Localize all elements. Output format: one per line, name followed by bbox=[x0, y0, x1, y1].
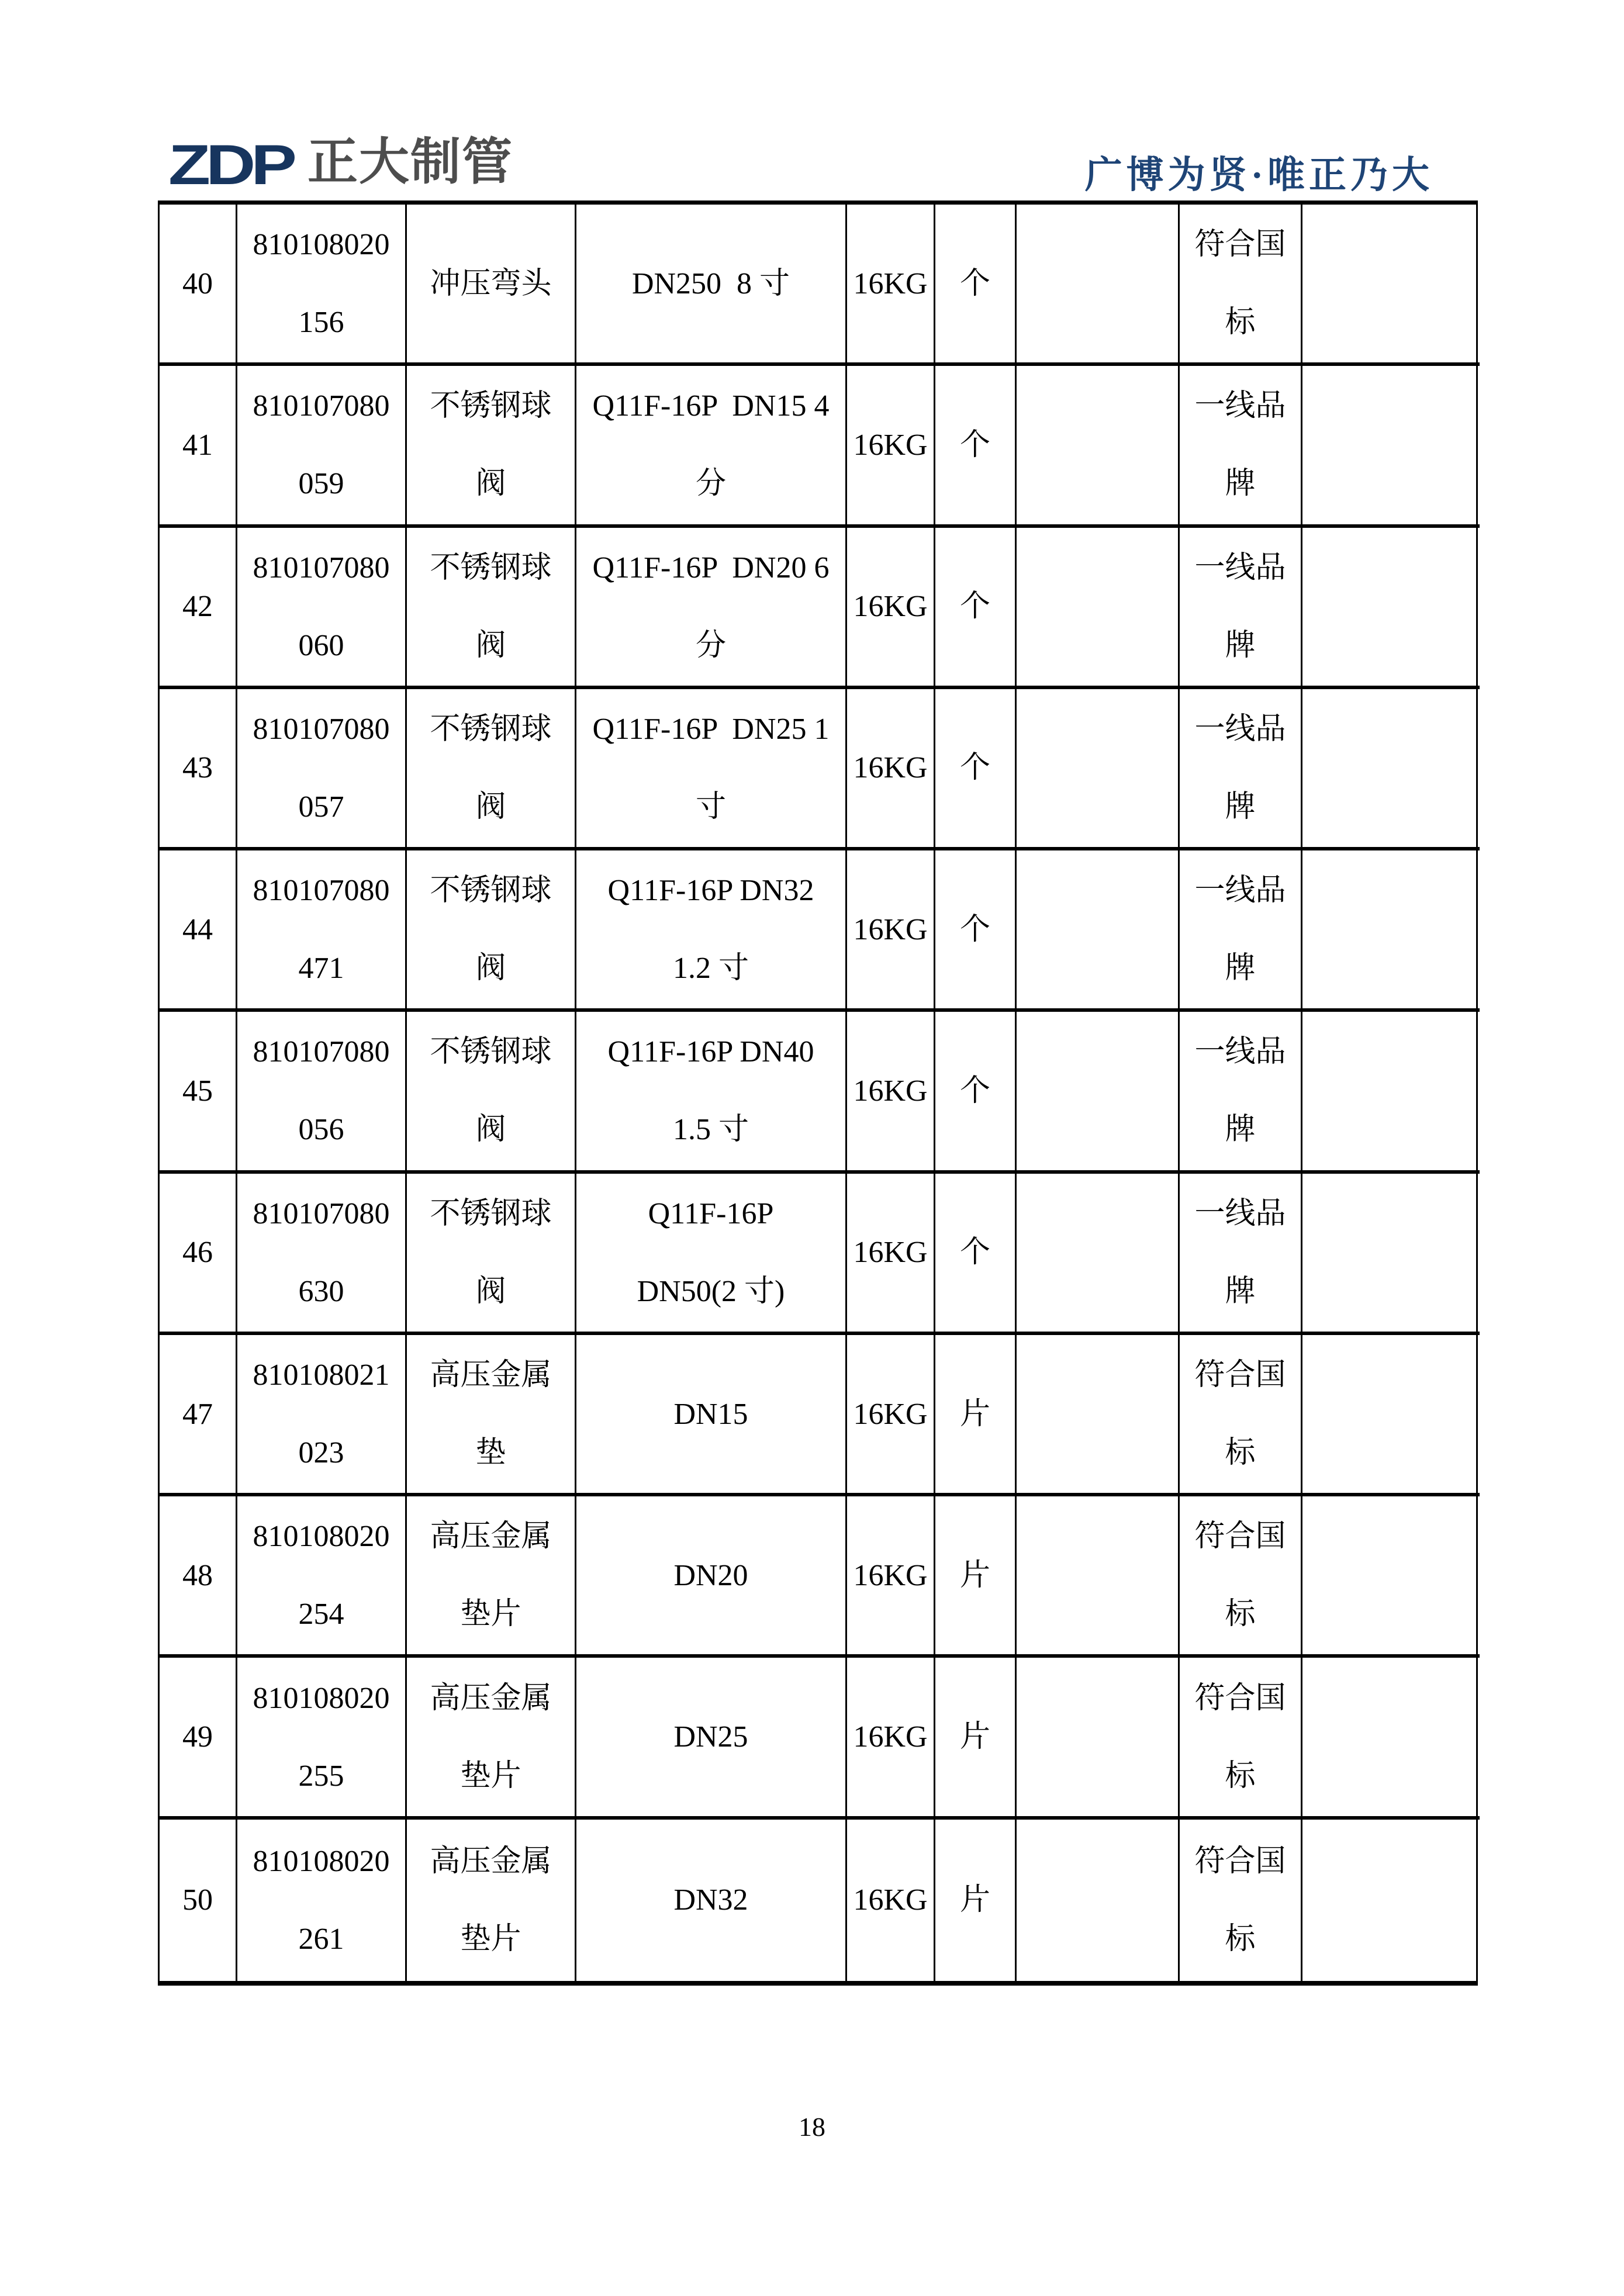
spec-cell bbox=[576, 205, 847, 366]
pressure-cell-text: 16KG bbox=[853, 590, 928, 624]
unit-cell bbox=[935, 689, 1017, 850]
spec-cell-text: DN20 bbox=[673, 1558, 748, 1592]
remark-cell bbox=[1180, 1335, 1302, 1496]
row-number-cell-text: 46 bbox=[182, 1236, 213, 1270]
unit-cell bbox=[935, 366, 1017, 527]
row-number-cell-text: 44 bbox=[182, 912, 213, 946]
product-name-cell bbox=[407, 1820, 576, 1981]
remark-cell-text: 符合国 bbox=[1194, 1681, 1286, 1715]
spec-cell bbox=[576, 1335, 847, 1496]
page-header bbox=[0, 0, 1624, 199]
remark-cell-text: 牌 bbox=[1225, 628, 1256, 662]
product-name-cell bbox=[407, 366, 576, 527]
product-name-cell-text: 垫 bbox=[475, 1436, 506, 1470]
spec-cell bbox=[576, 1820, 847, 1981]
product-name-cell bbox=[407, 528, 576, 689]
remark-cell-text: 一线品 bbox=[1194, 712, 1286, 746]
material-code-cell-text: 810107080 bbox=[253, 389, 390, 423]
row-number-cell bbox=[160, 1658, 237, 1819]
material-code-cell-text: 261 bbox=[298, 1922, 344, 1956]
remark-cell-text: 标 bbox=[1225, 1436, 1256, 1470]
material-code-cell-text: 810107080 bbox=[253, 1197, 390, 1230]
unit-cell-text: 个 bbox=[959, 428, 990, 462]
spec-cell-text: Q11F-16P DN40 bbox=[607, 1035, 814, 1069]
note-cell bbox=[1302, 1174, 1480, 1335]
row-number-cell-text: 41 bbox=[182, 428, 213, 462]
pressure-cell bbox=[847, 850, 935, 1012]
unit-cell bbox=[935, 1335, 1017, 1496]
pressure-cell-text: 16KG bbox=[853, 751, 928, 785]
unit-cell-text: 个 bbox=[959, 751, 990, 785]
remark-cell-text: 符合国 bbox=[1194, 1520, 1286, 1554]
material-code-cell-text: 254 bbox=[298, 1597, 344, 1631]
unit-cell bbox=[935, 528, 1017, 689]
remark-cell bbox=[1180, 205, 1302, 366]
material-code-cell-text: 810108020 bbox=[253, 228, 390, 262]
remark-cell-text: 一线品 bbox=[1194, 1035, 1286, 1069]
pressure-cell bbox=[847, 1012, 935, 1173]
spec-cell-text: DN15 bbox=[673, 1397, 748, 1431]
pressure-cell bbox=[847, 1335, 935, 1496]
product-name-cell bbox=[407, 1658, 576, 1819]
row-number-cell bbox=[160, 1496, 237, 1658]
quantity-cell bbox=[1017, 1820, 1180, 1981]
material-code-cell-text: 023 bbox=[298, 1436, 344, 1470]
material-code-cell-text: 810107080 bbox=[253, 551, 390, 585]
note-cell bbox=[1302, 1012, 1480, 1173]
row-number-cell-text: 50 bbox=[182, 1883, 213, 1917]
remark-cell-text: 牌 bbox=[1225, 952, 1256, 986]
product-name-cell-text: 不锈钢球 bbox=[430, 1035, 552, 1069]
note-cell bbox=[1302, 528, 1480, 689]
product-name-cell-text: 高压金属 bbox=[430, 1681, 552, 1715]
product-name-cell-text: 垫片 bbox=[460, 1597, 521, 1631]
material-code-cell bbox=[237, 1496, 407, 1658]
quantity-cell bbox=[1017, 1658, 1180, 1819]
note-cell bbox=[1302, 1658, 1480, 1819]
product-name-cell-text: 不锈钢球 bbox=[430, 712, 552, 746]
note-cell bbox=[1302, 1496, 1480, 1658]
material-code-cell-text: 810108020 bbox=[253, 1520, 390, 1554]
product-name-cell-text: 阀 bbox=[475, 1274, 506, 1308]
quantity-cell bbox=[1017, 689, 1180, 850]
product-name-cell-text: 不锈钢球 bbox=[430, 874, 552, 908]
pressure-cell-text: 16KG bbox=[853, 1558, 928, 1592]
remark-cell bbox=[1180, 1174, 1302, 1335]
product-name-cell-text: 高压金属 bbox=[430, 1844, 552, 1878]
note-cell bbox=[1302, 689, 1480, 850]
spec-cell-text: DN25 bbox=[673, 1720, 748, 1754]
row-number-cell bbox=[160, 1012, 237, 1173]
material-code-cell bbox=[237, 366, 407, 527]
quantity-cell bbox=[1017, 205, 1180, 366]
material-code-cell-text: 060 bbox=[298, 628, 344, 662]
remark-cell bbox=[1180, 1658, 1302, 1819]
unit-cell-text: 片 bbox=[959, 1883, 990, 1917]
unit-cell bbox=[935, 1820, 1017, 1981]
remark-cell bbox=[1180, 528, 1302, 689]
quantity-cell bbox=[1017, 1012, 1180, 1173]
pressure-cell bbox=[847, 1658, 935, 1819]
product-name-cell bbox=[407, 1496, 576, 1658]
quantity-cell bbox=[1017, 1335, 1180, 1496]
pressure-cell-text: 16KG bbox=[853, 1397, 928, 1431]
row-number-cell bbox=[160, 366, 237, 527]
pressure-cell-text: 16KG bbox=[853, 912, 928, 946]
unit-cell bbox=[935, 205, 1017, 366]
material-code-cell bbox=[237, 1335, 407, 1496]
spec-cell bbox=[576, 528, 847, 689]
product-name-cell-text: 不锈钢球 bbox=[430, 389, 552, 423]
spec-cell-text: Q11F-16P DN25 1 bbox=[592, 712, 830, 746]
pressure-cell bbox=[847, 1174, 935, 1335]
unit-cell-text: 片 bbox=[959, 1720, 990, 1754]
pressure-cell-text: 16KG bbox=[853, 1236, 928, 1270]
spec-cell bbox=[576, 1496, 847, 1658]
material-code-cell-text: 056 bbox=[298, 1113, 344, 1147]
unit-cell bbox=[935, 1174, 1017, 1335]
material-code-cell bbox=[237, 689, 407, 850]
page-number: 18 bbox=[799, 2112, 825, 2142]
note-cell bbox=[1302, 366, 1480, 527]
unit-cell-text: 个 bbox=[959, 590, 990, 624]
material-code-cell-text: 810107080 bbox=[253, 712, 390, 746]
material-code-cell-text: 810108021 bbox=[253, 1358, 390, 1392]
materials-table bbox=[158, 200, 1478, 1986]
note-cell bbox=[1302, 205, 1480, 366]
remark-cell-text: 标 bbox=[1225, 1597, 1256, 1631]
row-number-cell bbox=[160, 1335, 237, 1496]
material-code-cell bbox=[237, 528, 407, 689]
unit-cell bbox=[935, 850, 1017, 1012]
pressure-cell bbox=[847, 528, 935, 689]
product-name-cell-text: 阀 bbox=[475, 628, 506, 662]
logo-zdp-mark: ZDP bbox=[168, 133, 292, 197]
unit-cell-text: 片 bbox=[959, 1397, 990, 1431]
row-number-cell bbox=[160, 528, 237, 689]
pressure-cell bbox=[847, 1820, 935, 1981]
remark-cell-text: 一线品 bbox=[1194, 389, 1286, 423]
material-code-cell-text: 810108020 bbox=[253, 1844, 390, 1878]
company-logo bbox=[168, 133, 513, 197]
unit-cell-text: 片 bbox=[959, 1558, 990, 1592]
row-number-cell-text: 47 bbox=[182, 1397, 213, 1431]
remark-cell-text: 牌 bbox=[1225, 1113, 1256, 1147]
product-name-cell-text: 垫片 bbox=[460, 1759, 521, 1793]
spec-cell bbox=[576, 366, 847, 527]
remark-cell-text: 牌 bbox=[1225, 790, 1256, 824]
product-name-cell bbox=[407, 1174, 576, 1335]
row-number-cell-text: 49 bbox=[182, 1720, 213, 1754]
spec-cell bbox=[576, 1012, 847, 1173]
unit-cell bbox=[935, 1012, 1017, 1173]
spec-cell-text: 分 bbox=[695, 467, 726, 501]
spec-cell-text: DN32 bbox=[673, 1883, 748, 1917]
material-code-cell-text: 471 bbox=[298, 952, 344, 986]
row-number-cell bbox=[160, 850, 237, 1012]
product-name-cell bbox=[407, 205, 576, 366]
pressure-cell-text: 16KG bbox=[853, 1074, 928, 1108]
row-number-cell-text: 43 bbox=[182, 751, 213, 785]
remark-cell-text: 一线品 bbox=[1194, 551, 1286, 585]
remark-cell bbox=[1180, 366, 1302, 527]
product-name-cell-text: 不锈钢球 bbox=[430, 551, 552, 585]
unit-cell-text: 个 bbox=[959, 912, 990, 946]
quantity-cell bbox=[1017, 1174, 1180, 1335]
remark-cell-text: 符合国 bbox=[1194, 1358, 1286, 1392]
note-cell bbox=[1302, 1820, 1480, 1981]
note-cell bbox=[1302, 850, 1480, 1012]
remark-cell bbox=[1180, 1012, 1302, 1173]
material-code-cell bbox=[237, 1658, 407, 1819]
material-code-cell-text: 156 bbox=[298, 306, 344, 340]
pressure-cell bbox=[847, 366, 935, 527]
remark-cell-text: 符合国 bbox=[1194, 1844, 1286, 1878]
remark-cell-text: 一线品 bbox=[1194, 874, 1286, 908]
material-code-cell bbox=[237, 205, 407, 366]
quantity-cell bbox=[1017, 1496, 1180, 1658]
pressure-cell bbox=[847, 689, 935, 850]
pressure-cell-text: 16KG bbox=[853, 428, 928, 462]
material-code-cell bbox=[237, 850, 407, 1012]
quantity-cell bbox=[1017, 528, 1180, 689]
product-name-cell-text: 阀 bbox=[475, 790, 506, 824]
spec-cell-text: Q11F-16P DN20 6 bbox=[592, 551, 830, 585]
product-name-cell-text: 垫片 bbox=[460, 1922, 521, 1956]
remark-cell-text: 标 bbox=[1225, 306, 1256, 340]
material-code-cell-text: 810107080 bbox=[253, 1035, 390, 1069]
remark-cell-text: 牌 bbox=[1225, 1274, 1256, 1308]
product-name-cell bbox=[407, 1335, 576, 1496]
spec-cell-text: 1.5 寸 bbox=[672, 1113, 749, 1147]
remark-cell bbox=[1180, 850, 1302, 1012]
logo-company-name: 正大制管 bbox=[307, 134, 513, 190]
spec-cell bbox=[576, 1658, 847, 1819]
product-name-cell-text: 阀 bbox=[475, 1113, 506, 1147]
row-number-cell bbox=[160, 1174, 237, 1335]
spec-cell-text: DN250 8 寸 bbox=[631, 267, 790, 300]
row-number-cell-text: 40 bbox=[182, 267, 213, 300]
remark-cell bbox=[1180, 1820, 1302, 1981]
product-name-cell-text: 不锈钢球 bbox=[430, 1197, 552, 1230]
remark-cell-text: 标 bbox=[1225, 1759, 1256, 1793]
remark-cell bbox=[1180, 689, 1302, 850]
remark-cell-text: 一线品 bbox=[1194, 1197, 1286, 1230]
product-name-cell-text: 高压金属 bbox=[430, 1358, 552, 1392]
spec-cell bbox=[576, 850, 847, 1012]
row-number-cell bbox=[160, 1820, 237, 1981]
product-name-cell-text: 阀 bbox=[475, 952, 506, 986]
product-name-cell-text: 冲压弯头 bbox=[430, 267, 552, 300]
material-code-cell-text: 255 bbox=[298, 1759, 344, 1793]
product-name-cell-text: 高压金属 bbox=[430, 1520, 552, 1554]
note-cell bbox=[1302, 1335, 1480, 1496]
row-number-cell-text: 48 bbox=[182, 1558, 213, 1592]
unit-cell bbox=[935, 1658, 1017, 1819]
row-number-cell bbox=[160, 205, 237, 366]
material-code-cell-text: 059 bbox=[298, 467, 344, 501]
product-name-cell bbox=[407, 689, 576, 850]
remark-cell-text: 符合国 bbox=[1194, 228, 1286, 262]
product-name-cell-text: 阀 bbox=[475, 467, 506, 501]
unit-cell-text: 个 bbox=[959, 1236, 990, 1270]
spec-cell-text: 寸 bbox=[695, 790, 726, 824]
unit-cell bbox=[935, 1496, 1017, 1658]
spec-cell-text: Q11F-16P bbox=[648, 1197, 774, 1230]
material-code-cell-text: 810107080 bbox=[253, 874, 390, 908]
quantity-cell bbox=[1017, 366, 1180, 527]
spec-cell bbox=[576, 689, 847, 850]
quantity-cell bbox=[1017, 850, 1180, 1012]
material-code-cell-text: 630 bbox=[298, 1274, 344, 1308]
spec-cell-text: Q11F-16P DN32 bbox=[607, 874, 814, 908]
row-number-cell-text: 45 bbox=[182, 1074, 213, 1108]
material-code-cell bbox=[237, 1174, 407, 1335]
pressure-cell-text: 16KG bbox=[853, 1883, 928, 1917]
material-code-cell bbox=[237, 1820, 407, 1981]
row-number-cell bbox=[160, 689, 237, 850]
pressure-cell-text: 16KG bbox=[853, 267, 928, 300]
material-code-cell-text: 810108020 bbox=[253, 1681, 390, 1715]
spec-cell-text: 1.2 寸 bbox=[672, 952, 749, 986]
remark-cell bbox=[1180, 1496, 1302, 1658]
material-code-cell bbox=[237, 1012, 407, 1173]
header-slogan: 广博为贤·唯正乃大 bbox=[1084, 154, 1433, 196]
pressure-cell bbox=[847, 1496, 935, 1658]
unit-cell-text: 个 bbox=[959, 1074, 990, 1108]
unit-cell-text: 个 bbox=[959, 267, 990, 300]
spec-cell-text: Q11F-16P DN15 4 bbox=[592, 389, 830, 423]
product-name-cell bbox=[407, 850, 576, 1012]
pressure-cell-text: 16KG bbox=[853, 1720, 928, 1754]
material-code-cell-text: 057 bbox=[298, 790, 344, 824]
row-number-cell-text: 42 bbox=[182, 590, 213, 624]
spec-cell-text: DN50(2 寸) bbox=[637, 1274, 785, 1308]
pressure-cell bbox=[847, 205, 935, 366]
remark-cell-text: 牌 bbox=[1225, 467, 1256, 501]
remark-cell-text: 标 bbox=[1225, 1922, 1256, 1956]
spec-cell-text: 分 bbox=[695, 628, 726, 662]
product-name-cell bbox=[407, 1012, 576, 1173]
spec-cell bbox=[576, 1174, 847, 1335]
